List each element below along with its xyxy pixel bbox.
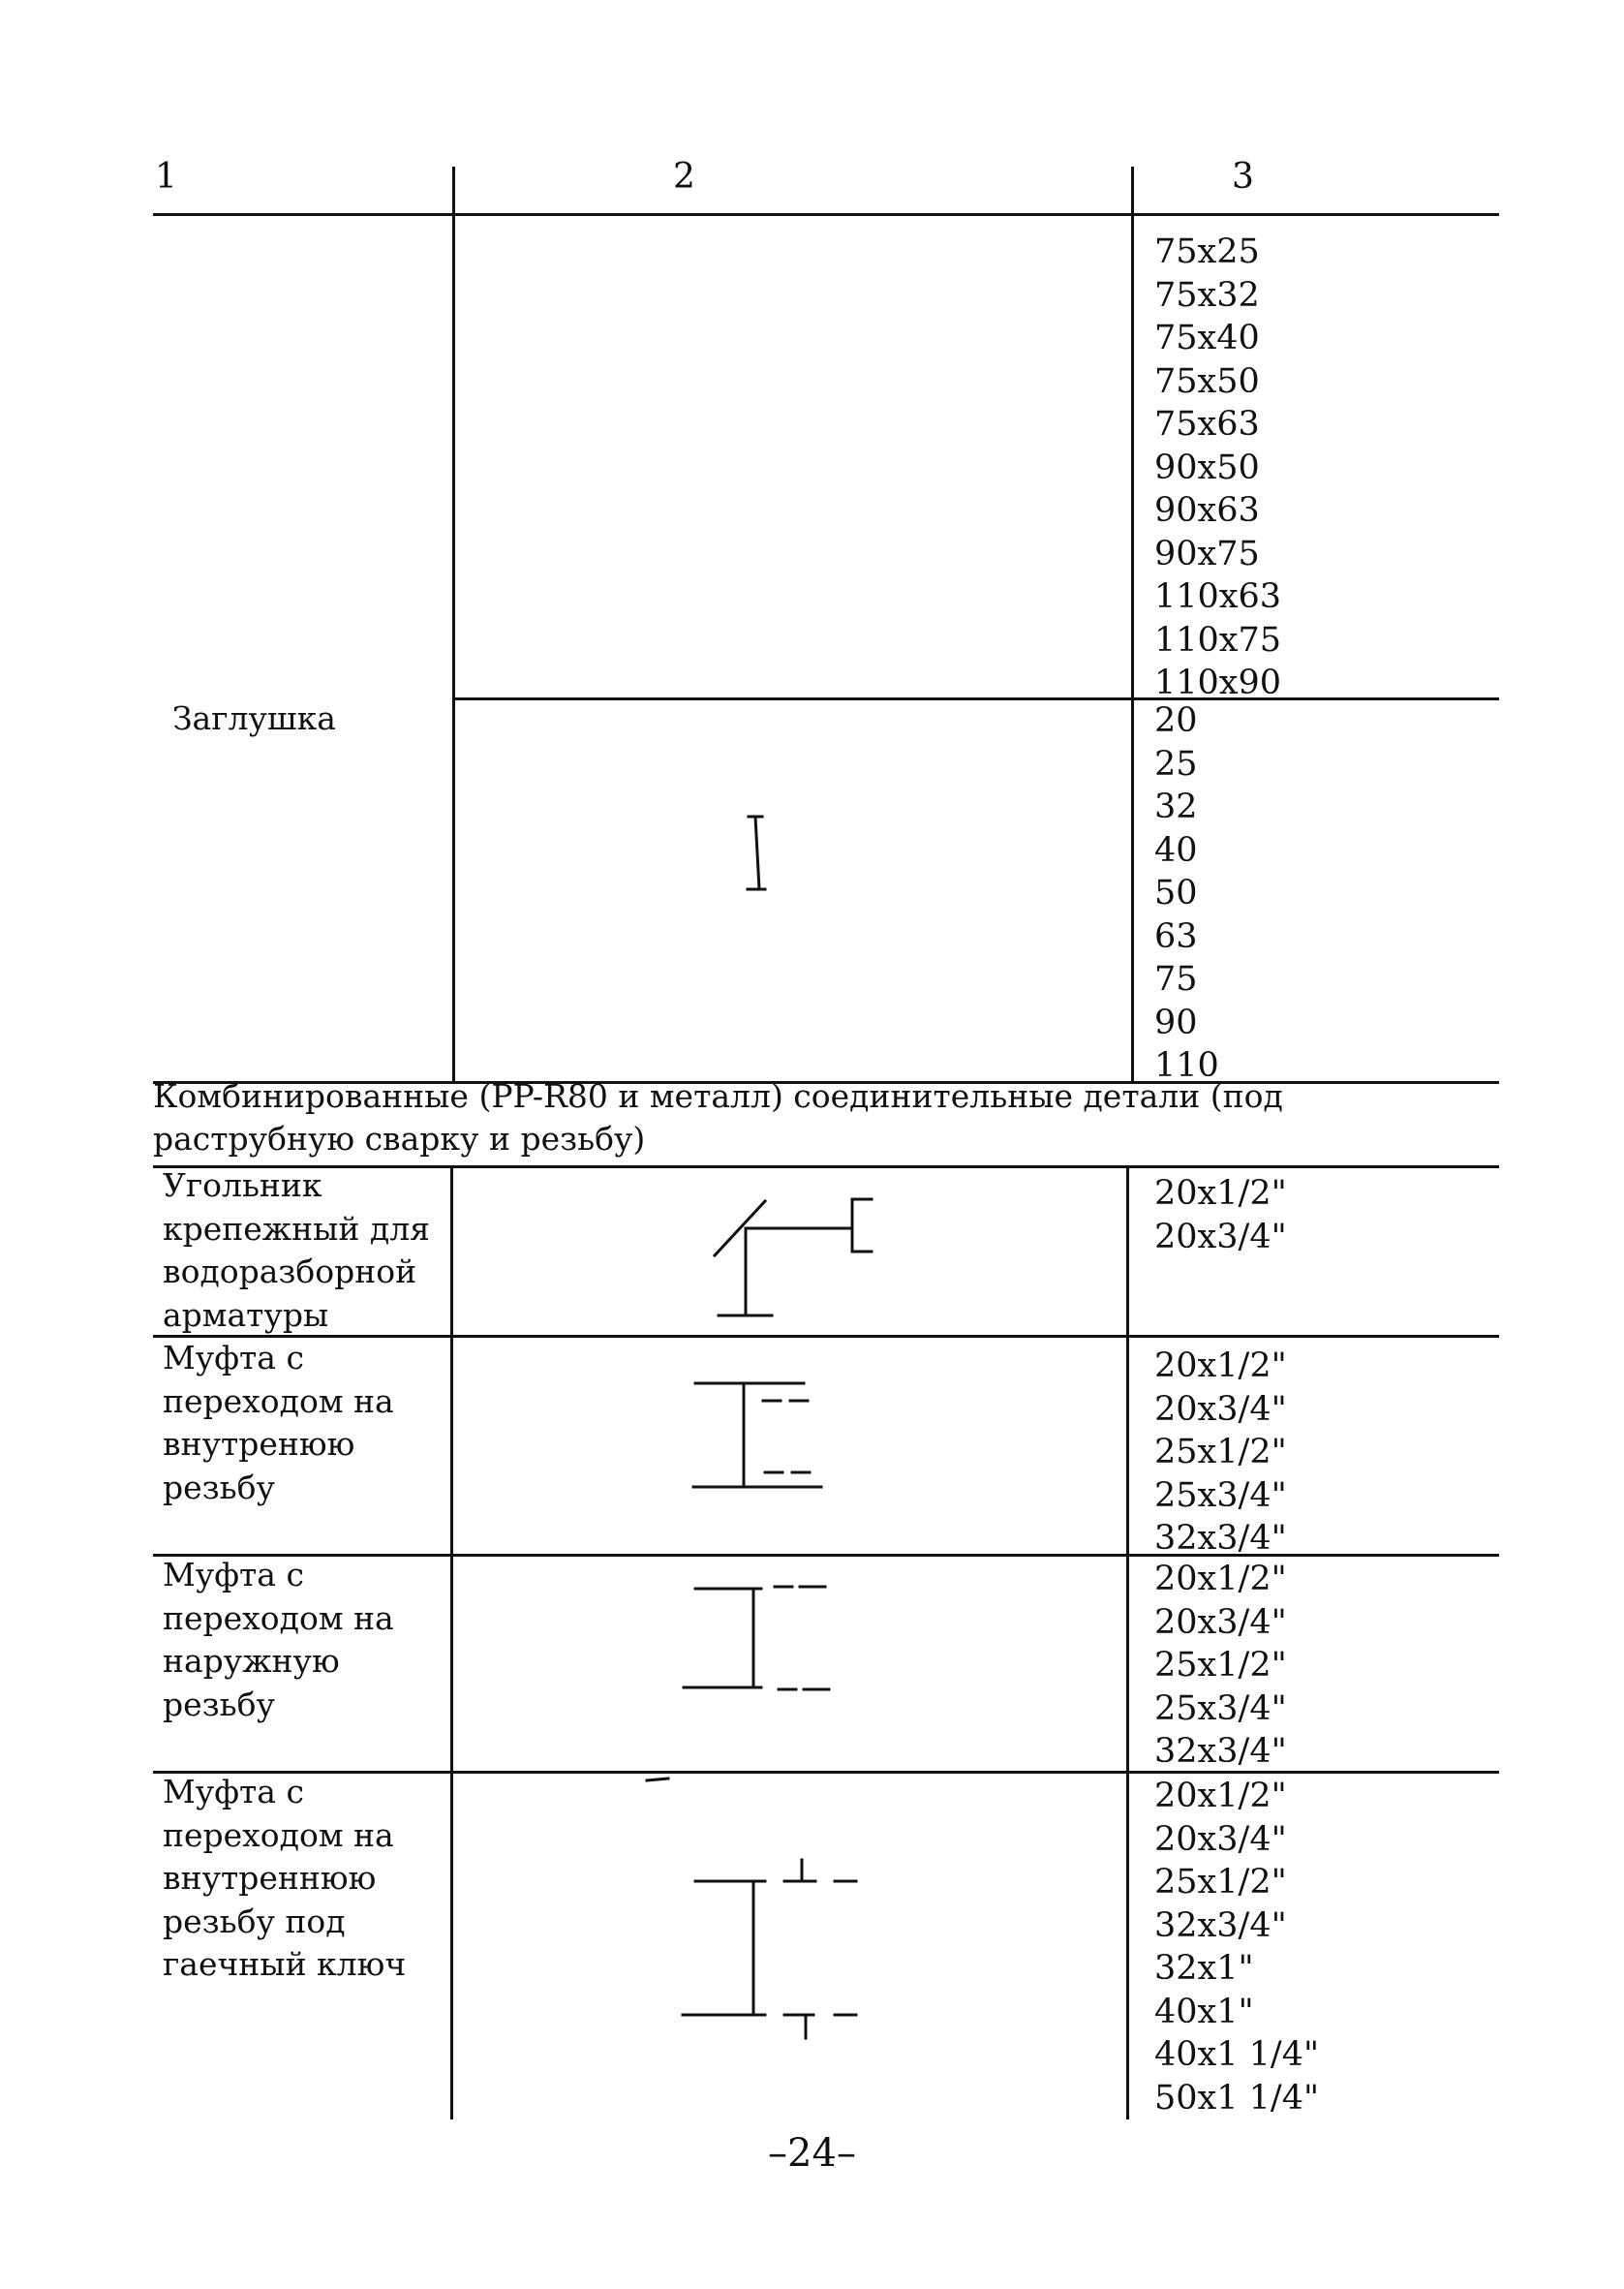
size-value: 75x25 xyxy=(1154,232,1260,271)
size-value: 20 xyxy=(1154,701,1198,740)
size-value: 75x50 xyxy=(1154,361,1260,401)
size-value: 20x3/4" xyxy=(1154,1217,1287,1256)
size-value: 50x1 1/4" xyxy=(1154,2078,1320,2118)
size-value: 75x63 xyxy=(1154,405,1260,444)
column-header-2: 2 xyxy=(673,157,695,197)
size-value: 25x3/4" xyxy=(1154,1475,1287,1515)
size-value: 90 xyxy=(1154,1003,1198,1042)
column-header-3: 3 xyxy=(1232,157,1254,197)
coupling-wrench-schematic xyxy=(647,1779,856,2038)
size-value: 110x75 xyxy=(1154,620,1282,660)
size-value: 20x1/2" xyxy=(1154,1174,1287,1213)
size-value: 20x3/4" xyxy=(1154,1819,1287,1859)
size-value: 110x90 xyxy=(1154,664,1282,702)
size-value: 90x50 xyxy=(1154,448,1260,487)
size-value: 20x1/2" xyxy=(1154,1560,1287,1598)
size-value: 25x3/4" xyxy=(1154,1688,1287,1728)
row-3-name: Муфта с переходом на внутренюю резьбу xyxy=(163,1339,394,1506)
size-value: 75x40 xyxy=(1154,319,1260,357)
size-value: 20x1/2" xyxy=(1154,1777,1287,1815)
size-value: 50 xyxy=(1154,874,1198,913)
size-value: 32x3/4" xyxy=(1154,1732,1287,1771)
row-5-name: Муфта с переходом на внутреннюю резьбу под гаечный ключ xyxy=(163,1773,407,1983)
row-1-name: Заглушка xyxy=(172,699,336,737)
elbow-schematic xyxy=(715,1199,872,1315)
size-value: 40x1" xyxy=(1154,1992,1254,2031)
size-value: 63 xyxy=(1154,916,1198,956)
coupling-external-schematic xyxy=(684,1587,829,1689)
row-2-name: Угольник крепежный для водоразборной арматуры xyxy=(163,1166,431,1334)
size-value: 75 xyxy=(1154,960,1198,999)
coupling-internal-schematic xyxy=(693,1383,821,1487)
size-value: 90x75 xyxy=(1154,534,1260,573)
size-value: 25x1/2" xyxy=(1154,1433,1287,1471)
size-value: 25x1/2" xyxy=(1154,1863,1287,1902)
size-value: 20x3/4" xyxy=(1154,1602,1287,1642)
size-value: 110x63 xyxy=(1154,577,1282,616)
size-value: 25x1/2" xyxy=(1154,1646,1287,1685)
size-value: 32x3/4" xyxy=(1154,1519,1287,1558)
row-4-name: Муфта с переходом на наружную резьбу xyxy=(163,1556,394,1723)
size-value: 20x1/2" xyxy=(1154,1346,1287,1385)
size-value: 20x3/4" xyxy=(1154,1389,1287,1429)
size-value: 75x32 xyxy=(1154,275,1260,315)
column-header-1: 1 xyxy=(155,157,177,197)
plug-schematic xyxy=(748,817,765,889)
size-value: 32 xyxy=(1154,788,1198,826)
size-value: 110 xyxy=(1154,1046,1219,1085)
size-value: 40 xyxy=(1154,830,1198,870)
size-value: 32x3/4" xyxy=(1154,1905,1287,1945)
size-value: 40x1 1/4" xyxy=(1154,2035,1320,2074)
page-number: –24– xyxy=(768,2131,856,2176)
section-heading: Комбинированные (PP-R80 и металл) соединительные детали (под раструбную сварку и резьбу) xyxy=(153,1077,1283,1158)
size-value: 25 xyxy=(1154,744,1198,784)
size-value: 32x1" xyxy=(1154,1949,1254,1988)
size-value: 90x63 xyxy=(1154,491,1260,530)
